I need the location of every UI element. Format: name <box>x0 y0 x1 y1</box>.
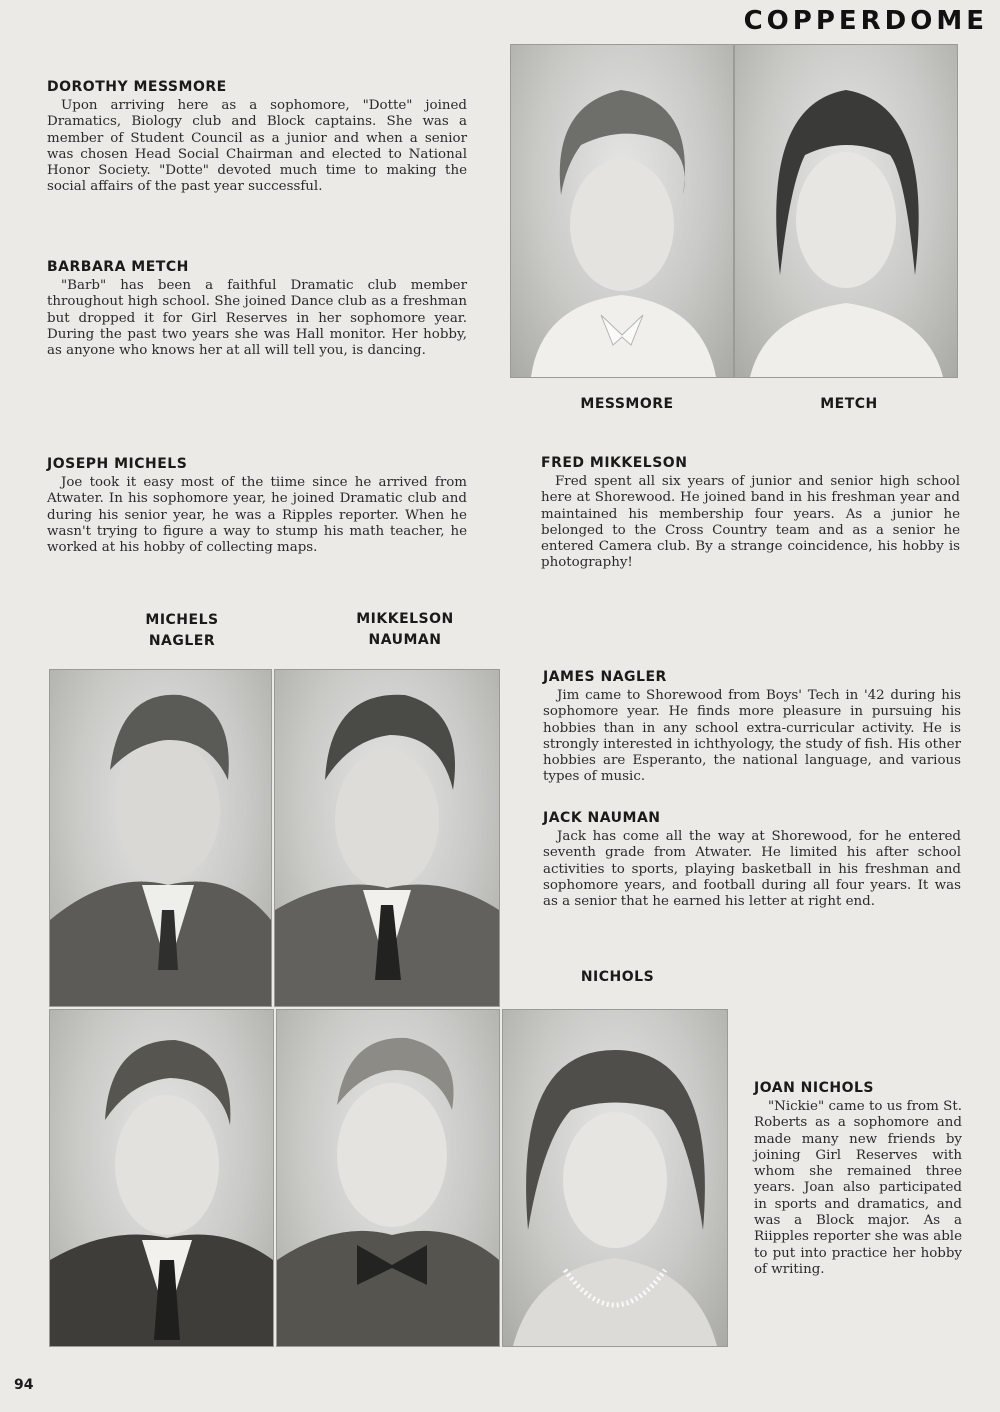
student-name-nagler: JAMES NAGLER <box>543 669 667 685</box>
portrait-photo-michels <box>49 669 272 1007</box>
portrait-photo-nauman <box>276 1009 500 1347</box>
portrait-photo-messmore <box>510 44 734 378</box>
student-name-mikkelson: FRED MIKKELSON <box>541 455 688 471</box>
student-bio-nauman: Jack has come all the way at Shorewood, for he entered seventh grade from Atwater. He limited his after school activities to sports, playing basketball in his freshman and sophomore years, and football during all four years. It was as a senior that he earned his letter at right end. <box>543 829 961 910</box>
student-name-metch: BARBARA METCH <box>47 259 189 275</box>
student-name-michels: JOSEPH MICHELS <box>47 456 188 472</box>
page-number: 94 <box>14 1377 34 1393</box>
portrait-photo-mikkelson <box>274 669 500 1007</box>
photo-caption-michels: MICHELS <box>145 612 219 628</box>
student-bio-michels: Joe took it easy most of the tiime since he arrived from Atwater. In his sophomore year, he joined Dramatic club and during his senior year, he was a Ripples reporter. When he wasn't trying to figure a way to stump his math teacher, he worked at his hobby of collecting maps. <box>47 475 467 556</box>
student-bio-nichols: "Nickie" came to us from St. Roberts as a sophomore and made many new friends by joining Girl Reserves with whom she remained three years. Joan also participated in sports and dramatics, and was a Block major. As a Riipples reporter she was able to put into practice her hobby of writing. <box>754 1099 962 1277</box>
student-name-messmore: DOROTHY MESSMORE <box>47 79 227 95</box>
photo-caption-group-left <box>122 610 242 652</box>
photo-caption-mikkelson: MIKKELSON <box>356 611 454 627</box>
photo-caption-nagler: NAGLER <box>148 633 216 649</box>
photo-caption-metch: METCH <box>820 396 878 412</box>
student-bio-metch: "Barb" has been a faithful Dramatic club member throughout high school. She joined Dance club as a freshman but dropped it for Girl Reserves in her sophomore year. During the past two years she was Hall monitor. Her hobby, as anyone who knows her at all will tell you, is dancing. <box>47 278 467 359</box>
student-name-nichols: JOAN NICHOLS <box>754 1080 874 1096</box>
student-bio-messmore: Upon arriving here as a sophomore, "Dotte" joined Dramatics, Biology club and Block captains. She was a member of Student Council as a junior and when a senior was chosen Head Social Chairman and elected to National Honor Society. "Dotte" devoted much time to making the social affairs of the past year successful. <box>47 98 467 195</box>
student-bio-nagler: Jim came to Shorewood from Boys' Tech in '42 during his sophomore year. He finds more pleasure in pursuing his hobbies than in any school extra-curricular activity. He is strongly interested in ichthyology, the study of fish. His other hobbies are Esperanto, the national language, and various types of music. <box>543 688 961 785</box>
photo-caption-nauman: NAUMAN <box>368 632 442 648</box>
portrait-photo-nagler <box>49 1009 274 1347</box>
photo-caption-nichols: NICHOLS <box>580 969 655 985</box>
yearbook-title: COPPERDOME <box>743 6 988 36</box>
portrait-photo-metch <box>734 44 958 378</box>
student-name-nauman: JACK NAUMAN <box>543 810 661 826</box>
student-bio-mikkelson: Fred spent all six years of junior and senior high school here at Shorewood. He joined band in his freshman year and maintained his membership four years. As a junior he belonged to the Cross Country team and as a senior he entered Camera club. By a strange coincidence, his hobby is photography! <box>541 474 960 571</box>
photo-caption-messmore: MESSMORE <box>580 396 674 412</box>
portrait-photo-nichols <box>502 1009 728 1347</box>
photo-caption-group-right <box>340 609 470 651</box>
